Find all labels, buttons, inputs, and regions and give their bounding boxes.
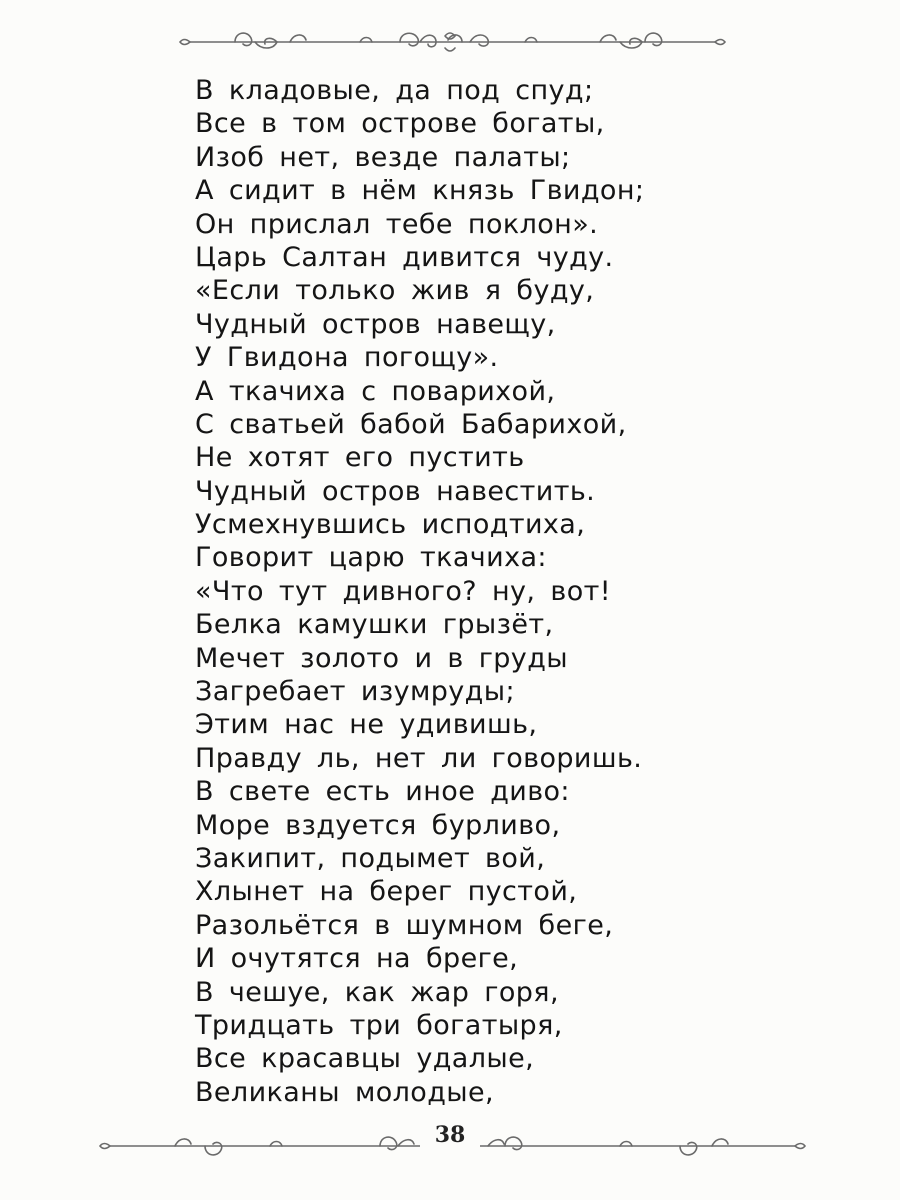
poem-text xyxy=(195,74,755,1109)
poem-line: «Что тут дивного? ну, вот! xyxy=(195,575,611,607)
poem-line: Все в том острове богаты, xyxy=(195,108,605,140)
poem-line: Правду ль, нет ли говоришь. xyxy=(195,742,643,774)
poem-line: И очутятся на бреге, xyxy=(195,943,519,975)
page-number: 38 xyxy=(420,1122,480,1148)
poem-line: Закипит, подымет вой, xyxy=(195,842,546,874)
poem-line: А ткачиха с поварихой, xyxy=(195,375,556,407)
poem-line: Мечет золото и в груды xyxy=(195,642,568,674)
poem-line: Изоб нет, везде палаты; xyxy=(195,141,571,173)
poem-line: А сидит в нём князь Гвидон; xyxy=(195,175,645,207)
poem-line: Не хотят его пустить xyxy=(195,442,525,474)
poem-line: В чешуе, как жар горя, xyxy=(195,976,559,1008)
poem-line: Загребает изумруды; xyxy=(195,676,515,708)
poem-line: Говорит царю ткачиха: xyxy=(195,542,547,574)
poem-line: Чудный остров навестить. xyxy=(195,475,596,507)
poem-line: Разольётся в шумном беге, xyxy=(195,909,614,941)
poem-line: Чудный остров навещу, xyxy=(195,308,556,340)
poem-line: Море вздуется бурливо, xyxy=(195,809,561,841)
poem-line: У Гвидона погощу». xyxy=(195,342,499,374)
poem-line: Белка камушки грызёт, xyxy=(195,609,554,641)
poem-line: В кладовые, да под спуд; xyxy=(195,75,594,106)
poem-line: «Если только жив я буду, xyxy=(195,275,595,307)
poem-line: Царь Салтан дивится чуду. xyxy=(195,241,614,273)
poem-line: В свете есть иное диво: xyxy=(195,776,570,808)
poem-line: Хлынет на берег пустой, xyxy=(195,876,578,908)
top-flourish-divider-icon xyxy=(0,12,900,72)
poem-line: Великаны молодые, xyxy=(195,1076,494,1108)
poem-line: Все красавцы удалые, xyxy=(195,1043,535,1075)
poem-line: Этим нас не удивишь, xyxy=(195,709,538,741)
poem-line: Тридцать три богатыря, xyxy=(195,1009,563,1041)
poem-line: Он прислал тебе поклон». xyxy=(195,208,599,240)
poem-line: С сватьей бабой Бабарихой, xyxy=(195,408,627,440)
poem-line: Усмехнувшись исподтиха, xyxy=(195,509,586,541)
